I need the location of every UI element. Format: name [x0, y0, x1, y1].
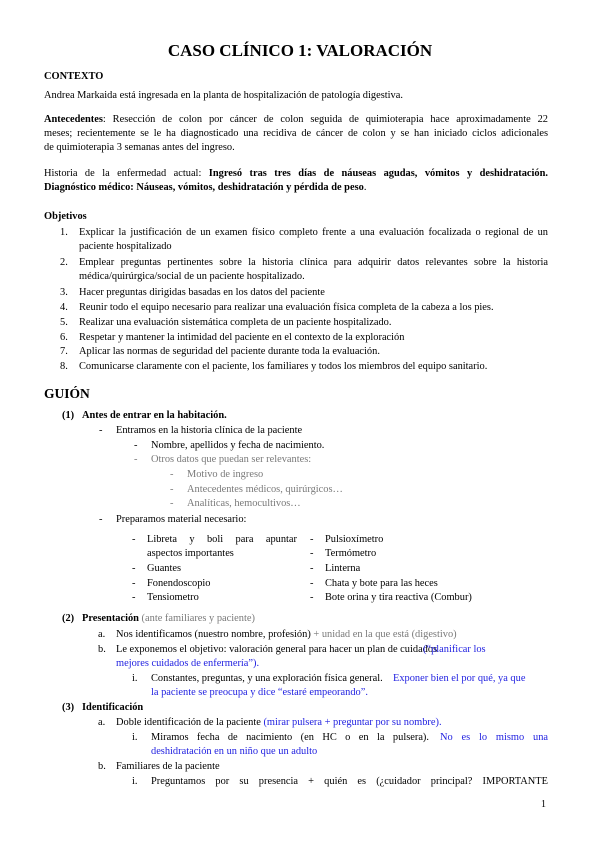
presentacion-b-i-note-1: Exponer bien el por qué, ya que	[393, 673, 526, 684]
presentacion-a: Nos identificamos (nuestro nombre, profesión) + unidad en la que está (digestivo)	[116, 629, 457, 640]
historia-line-2: Diagnóstico médico: Náuseas, vómitos, deshidratación y pérdida de peso.	[44, 182, 367, 193]
dash-bullet: -	[132, 563, 136, 574]
presentacion-b-i: Constantes, preguntas, y una exploración física general.	[151, 673, 383, 684]
dash-bullet: -	[170, 484, 174, 495]
dash-bullet: -	[134, 440, 138, 451]
dash-bullet: -	[99, 425, 103, 436]
bullet-nombre: Nombre, apellidos y fecha de nacimiento.	[151, 440, 325, 451]
bullet-otros-datos: Otros datos que puedan ser relevantes:	[151, 454, 312, 465]
antecedentes-label: Antecedentes	[44, 114, 103, 125]
objetivo-line: Aplicar las normas de seguridad del paciente durante toda la evaluación.	[79, 346, 380, 357]
material-item: Pulsioxímetro	[325, 534, 384, 545]
material-item: Guantes	[147, 563, 182, 574]
identificacion-a-i-note-1: No es lo mismo una	[440, 732, 548, 743]
antecedentes-line-2: meses; recientemente se le ha diagnosticado una recidiva de cáncer de colon y se han iniciado ciclos adicionales	[44, 128, 548, 139]
section-1-title: Antes de entrar en la habitación.	[82, 410, 227, 421]
guion-heading: GUIÓN	[44, 386, 90, 401]
dash-bullet: -	[132, 578, 136, 589]
material-item: Chata y bote para las heces	[325, 578, 438, 589]
contexto-intro: Andrea Markaida está ingresada en la planta de hospitalización de patología digestiva.	[44, 90, 403, 101]
presentacion-b-note-2: mejores cuidados de enfermería”).	[116, 658, 260, 669]
material-item: Bote orina y tira reactiva (Combur)	[325, 592, 472, 603]
objetivo-num: 1.	[60, 227, 68, 238]
dash-bullet: -	[134, 454, 138, 465]
list-label: i.	[132, 732, 138, 743]
section-3-number: (3)	[62, 702, 75, 713]
identificacion-a-i-note-2: deshidratación en un niño que un adulto	[151, 746, 318, 757]
material-item: aspectos importantes	[147, 548, 234, 559]
antecedentes-line-3: de quimioterapia 3 semanas antes del ingreso.	[44, 142, 235, 153]
material-item: Termómetro	[325, 548, 377, 559]
objetivo-line: Comunicarse claramente con el paciente, los familiares y todos los miembros del equipo sanitario.	[79, 361, 488, 372]
bullet-historia-clinica: Entramos en la historia clínica de la paciente	[116, 425, 303, 436]
dash-bullet: -	[170, 469, 174, 480]
objetivo-line: Respetar y mantener la intimidad del paciente en el contexto de la exploración	[79, 332, 405, 343]
presentacion-b-i-note-2: la paciente se preocupa y dice “estaré empeorando”.	[151, 687, 368, 698]
page-number: 1	[541, 799, 546, 810]
material-item: Libreta y boli para apuntar	[147, 534, 297, 545]
identificacion-b: Familiares de la paciente	[116, 761, 220, 772]
presentacion-b-note-1: (“planificar los	[423, 644, 486, 655]
identificacion-a: Doble identificación de la paciente (mirar pulsera + preguntar por su nombre).	[116, 717, 442, 728]
objetivo-line: Reunir todo el equipo necesario para realizar una evaluación física completa de la cabeza a los pies.	[79, 302, 494, 313]
objetivo-num: 2.	[60, 257, 68, 268]
identificacion-b-i: Preguntamos por su presencia + quién es (¿cuidador principal? IMPORTANTE	[151, 776, 548, 787]
dash-bullet: -	[132, 592, 136, 603]
bullet-material: Preparamos material necesario:	[116, 514, 247, 525]
material-item: Tensiometro	[147, 592, 199, 603]
objetivo-line: Hacer preguntas dirigidas basadas en los datos del paciente	[79, 287, 325, 298]
dash-bullet: -	[310, 578, 314, 589]
dash-bullet: -	[310, 563, 314, 574]
dash-bullet: -	[132, 534, 136, 545]
bullet-antecedentes: Antecedentes médicos, quirúrgicos…	[187, 484, 343, 495]
historia-line-1: Historia de la enfermedad actual: Ingresó tras tres días de náuseas agudas, vómitos y deshidratación.	[44, 168, 548, 179]
dash-bullet: -	[310, 534, 314, 545]
objetivo-num: 7.	[60, 346, 68, 357]
objetivo-line: Emplear preguntas pertinentes sobre la historia clínica para adquirir datos relevantes sobre la historia	[79, 257, 548, 268]
objetivo-line: paciente hospitalizado	[79, 241, 172, 252]
material-item: Fonendoscopio	[147, 578, 211, 589]
list-label: i.	[132, 776, 138, 787]
objetivo-num: 6.	[60, 332, 68, 343]
bullet-motivo: Motivo de ingreso	[187, 469, 264, 480]
objetivo-line: médica/quirúrgica/social de un paciente hospitalizado.	[79, 271, 305, 282]
list-label: b.	[98, 644, 106, 655]
section-2-title: Presentación (ante familiares y paciente)	[82, 613, 255, 624]
material-item: Linterna	[325, 563, 361, 574]
list-label: i.	[132, 673, 138, 684]
list-label: a.	[98, 717, 106, 728]
objetivos-heading: Objetivos	[44, 211, 87, 222]
page-title: CASO CLÍNICO 1: VALORACIÓN	[167, 41, 433, 60]
section-3-title: Identificación	[82, 702, 144, 713]
section-2-number: (2)	[62, 613, 75, 624]
section-1-number: (1)	[62, 410, 75, 421]
presentacion-b: Le exponemos el objetivo: valoración general para hacer un plan de cuidados	[116, 644, 438, 655]
objetivo-num: 8.	[60, 361, 68, 372]
antecedentes-line-1: Antecedentes: Resección de colon por cáncer de colon seguida de quimioterapia hace aproximadamente 22	[44, 114, 548, 125]
objetivo-line: Realizar una evaluación sistemática completa de un paciente hospitalizado.	[79, 317, 392, 328]
dash-bullet: -	[310, 592, 314, 603]
list-label: a.	[98, 629, 106, 640]
contexto-heading: CONTEXTO	[44, 71, 104, 82]
dash-bullet: -	[99, 514, 103, 525]
objetivo-num: 3.	[60, 287, 68, 298]
identificacion-a-i: Miramos fecha de nacimiento (en HC o en la pulsera).	[151, 732, 429, 743]
bullet-analiticas: Analíticas, hemocultivos…	[187, 498, 301, 509]
dash-bullet: -	[310, 548, 314, 559]
objetivo-line: Explicar la justificación de un examen físico completo frente a una evaluación focalizada o regional de un	[79, 227, 548, 238]
list-label: b.	[98, 761, 106, 772]
dash-bullet: -	[170, 498, 174, 509]
objetivo-num: 4.	[60, 302, 68, 313]
objetivo-num: 5.	[60, 317, 68, 328]
